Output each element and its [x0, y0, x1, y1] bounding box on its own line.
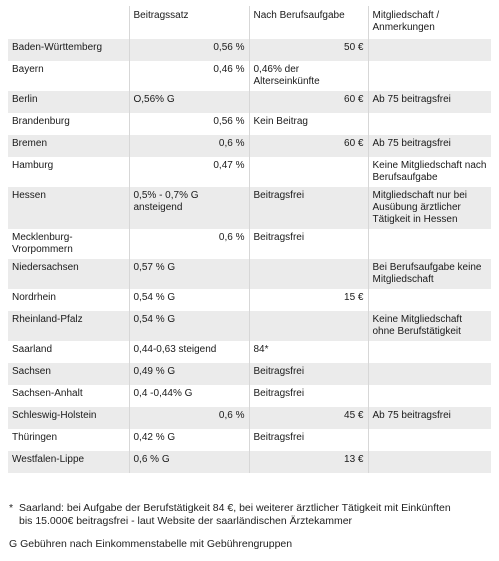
cell-note — [368, 385, 491, 407]
cell-note: Mitgliedschaft nur bei Ausübung ärztlicher Tätigkeit in Hessen — [368, 187, 491, 229]
table-row — [8, 229, 491, 259]
cell-after: 60 € — [249, 91, 368, 113]
cell-after: 13 € — [249, 451, 368, 473]
table-row — [8, 451, 491, 473]
cell-note: Ab 75 beitragsfrei — [368, 135, 491, 157]
cell-note: Keine Mitgliedschaft ohne Berufstätigkeit — [368, 311, 491, 341]
cell-state: Sachsen — [8, 363, 129, 385]
cell-state: Brandenburg — [8, 113, 129, 135]
cell-rate: 0,44-0,63 steigend — [129, 341, 249, 363]
footnote-saarland-line2: bis 15.000€ beitragsfrei - laut Website der saarländischen Ärztekammer — [19, 515, 353, 527]
cell-rate: 0,54 % G — [129, 311, 249, 341]
cell-rate: 0,4 -0,44% G — [129, 385, 249, 407]
cell-rate: 0,46 % — [129, 61, 249, 91]
table-row — [8, 113, 491, 135]
table-row — [8, 91, 491, 113]
cell-after — [249, 157, 368, 187]
cell-after: Beitragsfrei — [249, 187, 368, 229]
cell-rate: 0,6 % G — [129, 451, 249, 473]
cell-after: Beitragsfrei — [249, 429, 368, 451]
cell-after: Beitragsfrei — [249, 385, 368, 407]
cell-state: Rheinland-Pfalz — [8, 311, 129, 341]
cell-state: Westfalen-Lippe — [8, 451, 129, 473]
table-row — [8, 135, 491, 157]
cell-rate: 0,5% - 0,7% G ansteigend — [129, 187, 249, 229]
cell-state: Mecklenburg-Vrorpommern — [8, 229, 129, 259]
cell-state: Schleswig-Holstein — [8, 407, 129, 429]
cell-after: Kein Beitrag — [249, 113, 368, 135]
cell-rate: 0,6 % — [129, 407, 249, 429]
cell-after: 15 € — [249, 289, 368, 311]
header-membership-notes: Mitgliedschaft / Anmerkungen — [372, 10, 440, 33]
cell-rate: O,56% G — [129, 91, 249, 113]
cell-note — [368, 229, 491, 259]
cell-rate: 0,47 % — [129, 157, 249, 187]
cell-state: Bremen — [8, 135, 129, 157]
cell-note — [368, 451, 491, 473]
cell-state: Baden-Württemberg — [8, 39, 129, 61]
table-row — [8, 259, 491, 289]
cell-note — [368, 429, 491, 451]
cell-after: 45 € — [249, 407, 368, 429]
cell-note — [368, 39, 491, 61]
cell-note — [368, 363, 491, 385]
table-row — [8, 341, 491, 363]
cell-after — [249, 311, 368, 341]
cell-rate: 0,56 % — [129, 39, 249, 61]
cell-state: Sachsen-Anhalt — [8, 385, 129, 407]
cell-note: Keine Mitgliedschaft nach Berufsaufgabe — [368, 157, 491, 187]
footnote-asterisk: * — [9, 502, 14, 514]
cell-rate: 0,54 % G — [129, 289, 249, 311]
cell-after: 60 € — [249, 135, 368, 157]
cell-state: Niedersachsen — [8, 259, 129, 289]
table-row — [8, 289, 491, 311]
cell-state: Nordrhein — [8, 289, 129, 311]
cell-state: Saarland — [8, 341, 129, 363]
footnote-saarland-line1: Saarland: bei Aufgabe der Berufstätigkeit 84 €, bei weiterer ärztlicher Tätigkeit mit Einkünften — [19, 502, 451, 514]
table-row — [8, 311, 491, 341]
cell-rate: 0,56 % — [129, 113, 249, 135]
cell-state: Bayern — [8, 61, 129, 91]
table-row — [8, 363, 491, 385]
table-row — [8, 61, 491, 91]
cell-note — [368, 113, 491, 135]
cell-after: Beitragsfrei — [249, 363, 368, 385]
footnote-saarland — [9, 502, 491, 528]
table-row — [8, 187, 491, 229]
header-rate: Beitragssatz — [129, 6, 249, 39]
table-row — [8, 39, 491, 61]
cell-rate: 0,6 % — [129, 135, 249, 157]
cell-rate: 0,57 % G — [129, 259, 249, 289]
table-row — [8, 429, 491, 451]
cell-rate: 0,49 % G — [129, 363, 249, 385]
cell-note — [368, 341, 491, 363]
cell-note — [368, 61, 491, 91]
contribution-table — [8, 6, 491, 473]
table-row — [8, 157, 491, 187]
cell-note — [368, 289, 491, 311]
table-row — [8, 407, 491, 429]
table-header-row — [8, 6, 491, 39]
header-state — [8, 6, 129, 39]
cell-rate: 0,42 % G — [129, 429, 249, 451]
contribution-table-container — [8, 6, 491, 473]
cell-note: Ab 75 beitragsfrei — [368, 91, 491, 113]
cell-state: Berlin — [8, 91, 129, 113]
cell-after — [249, 259, 368, 289]
cell-note: Ab 75 beitragsfrei — [368, 407, 491, 429]
header-after-retirement: Nach Berufsaufgabe — [249, 6, 368, 39]
cell-state: Hessen — [8, 187, 129, 229]
table-row — [8, 385, 491, 407]
footnote-g-legend: G Gebühren nach Einkommenstabelle mit Gebührengruppen — [9, 538, 293, 550]
cell-rate: 0,6 % — [129, 229, 249, 259]
cell-state: Thüringen — [8, 429, 129, 451]
cell-note: Bei Berufsaufgabe keine Mitgliedschaft — [368, 259, 491, 289]
cell-after: 84* — [249, 341, 368, 363]
cell-after: 0,46% der Alterseinkünfte — [249, 61, 368, 91]
cell-after: Beitragsfrei — [249, 229, 368, 259]
cell-after: 50 € — [249, 39, 368, 61]
cell-state: Hamburg — [8, 157, 129, 187]
